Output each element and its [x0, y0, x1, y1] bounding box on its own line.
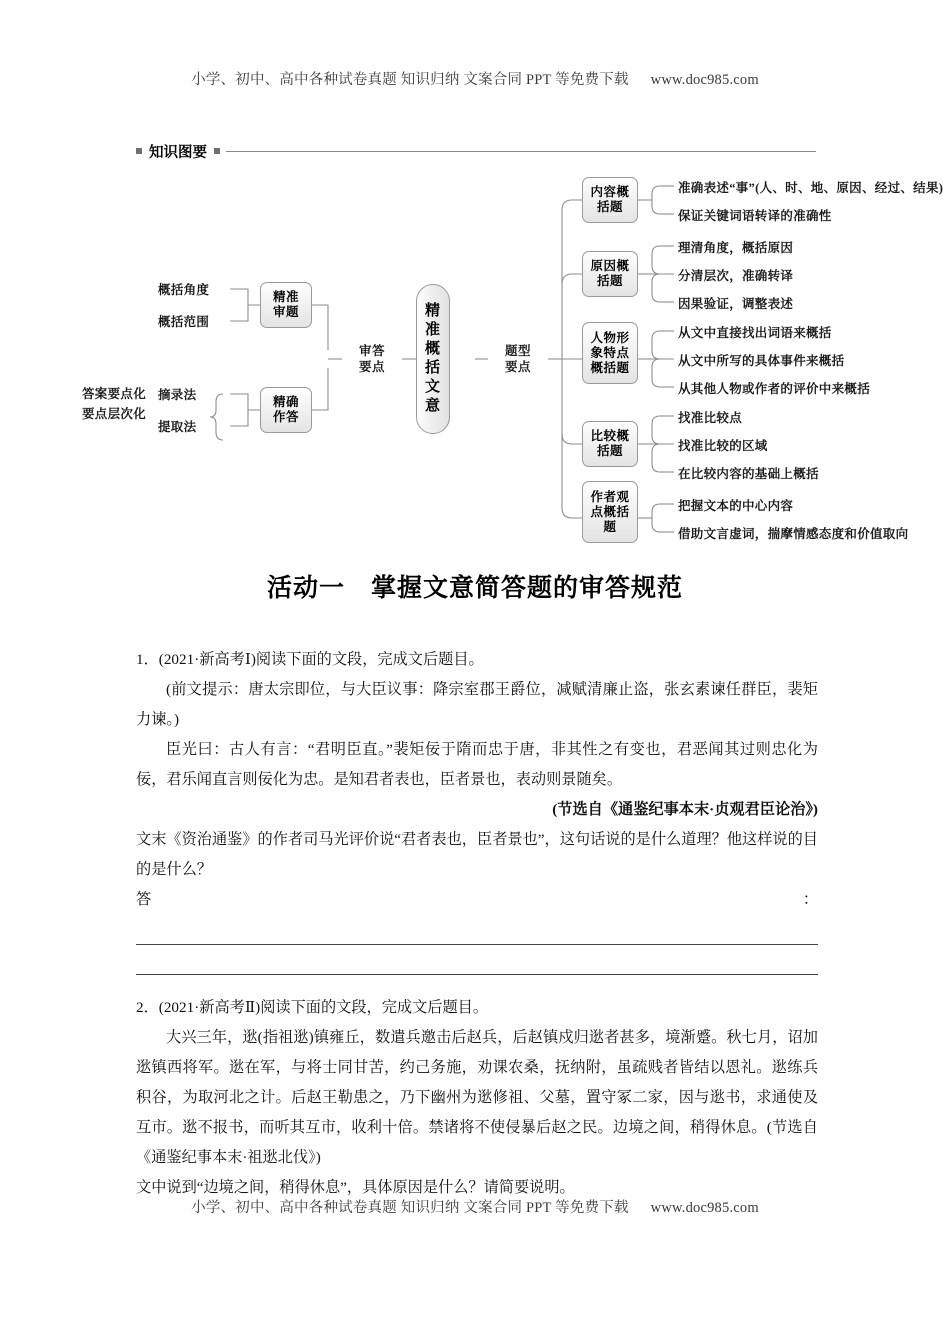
- mindmap-center-node: [416, 284, 450, 434]
- question-2-heading: [136, 993, 818, 1023]
- mindmap-leaf-renwu-2: 从文中所写的具体事件来概括: [678, 354, 845, 368]
- knowledge-mindmap: [82, 172, 944, 542]
- mindmap-leaf-gaikuo-jiaodu: 概括角度: [158, 283, 210, 297]
- header-watermark-text: 小学、初中、高中各种试卷真题 知识归纳 文案合同 PPT 等免费下载: [191, 72, 629, 88]
- footer-watermark-text: 小学、初中、高中各种试卷真题 知识归纳 文案合同 PPT 等免费下载: [191, 1200, 629, 1216]
- question-1-hint: (前文提示：唐太宗即位，与大臣议事：降宗室郡王爵位，减赋清廉止盗，张玄素谏任群臣，裴矩力谏。): [136, 681, 818, 728]
- question-1-ask: 文末《资治通鉴》的作者司马光评价说“君者表也，臣者景也”，这句话说的是什么道理？他这样说的目的是什么？: [136, 831, 818, 878]
- mindmap-node-renwu-xingxiang-gaikuo-label: 人物形象特点概括题: [590, 330, 630, 375]
- mindmap-leaf-tiqu-fa: 提取法: [158, 420, 197, 434]
- mindmap-node-zuozhe-guandian-gaikuo-label: 作者观点概括题: [590, 489, 630, 534]
- mindmap-edge-label-tixing-yaodian: [488, 343, 548, 375]
- mindmap-edge-label-left-text: 审答要点: [358, 344, 385, 374]
- mindmap-leaf-bijiao-3: 在比较内容的基础上概括: [678, 467, 819, 481]
- activity-heading: [0, 568, 950, 604]
- mindmap-node-neirong-gaikuo-label: 内容概括题: [590, 185, 630, 214]
- mindmap-node-yuanyin-gaikuo-label: 原因概括题: [590, 259, 630, 288]
- mindmap-node-jingque-zuoda-label: 精确作答: [273, 395, 300, 424]
- mindmap-node-bijiao-gaikuo: [582, 421, 638, 467]
- mindmap-leaf-yuanyin-3: 因果验证，调整表述: [678, 297, 794, 311]
- question-1-passage: 臣光曰：古人有言：“君明臣直。”裴矩佞于隋而忠于唐，非其性之有变也，君恶闻其过则忠化为佞，君乐闻直言则佞化为忠。是知君者表也，臣者景也，表动则景随矣。: [136, 741, 818, 788]
- mindmap-leaf-neirong-1: 准确表述“事”(人、时、地、原因、经过、结果): [678, 181, 944, 195]
- mindmap-edge-label-right-text: 题型要点: [504, 344, 531, 374]
- question-1-source: (2021·新高考Ⅰ)阅读下面的文段，完成文后题目。: [158, 651, 484, 668]
- square-bullet-icon: [136, 148, 142, 154]
- mindmap-label-point-layering: 要点层次化: [82, 407, 147, 421]
- section-title: 知识图要: [149, 144, 207, 161]
- mindmap-node-renwu-xingxiang-gaikuo: [582, 322, 638, 384]
- activity-title: 掌握文意简答题的审答规范: [371, 574, 684, 602]
- mindmap-label-answer-pointization: 答案要点化: [82, 387, 147, 401]
- exercise-content: [136, 645, 818, 1203]
- question-1-heading: [136, 645, 818, 675]
- mindmap-edge-label-shenda-yaodian: [342, 343, 402, 375]
- question-1-citation: (节选自《通鉴纪事本末·贞观君臣论治》): [552, 801, 818, 818]
- header-watermark-url: www.doc985.com: [650, 72, 759, 88]
- mindmap-leaf-zuozhe-1: 把握文本的中心内容: [678, 499, 794, 513]
- footer-watermark-url: www.doc985.com: [650, 1200, 759, 1216]
- mindmap-node-jingzhun-shenti: [260, 282, 312, 328]
- mindmap-node-zuozhe-guandian-gaikuo: [582, 481, 638, 543]
- mindmap-node-jingque-zuoda: [260, 387, 312, 433]
- question-1-number: 1．: [136, 651, 159, 668]
- mindmap-leaf-neirong-2: 保证关键词语转译的准确性: [678, 209, 832, 223]
- question-2-number: 2．: [136, 999, 159, 1016]
- mindmap-leaf-gaikuo-fanwei: 概括范围: [158, 315, 210, 329]
- mindmap-center-node-label: 精准概括文意: [424, 303, 441, 414]
- mindmap-leaf-yuanyin-2: 分清层次，准确转译: [678, 269, 794, 283]
- mindmap-leaf-zuozhe-2: 借助文言虚词，揣摩情感态度和价值取向: [678, 527, 909, 541]
- mindmap-node-neirong-gaikuo: [582, 177, 638, 223]
- question-1-answer-colon: ：: [802, 891, 818, 908]
- mindmap-leaf-yuanyin-1: 理清角度，概括原因: [678, 241, 794, 255]
- heading-rule: [226, 151, 816, 152]
- mindmap-leaf-renwu-3: 从其他人物或作者的评价中来概括: [678, 382, 871, 396]
- question-1-answer-label: 答: [136, 891, 152, 908]
- question-1-answer-row: [136, 885, 818, 915]
- question-2-source: (2021·新高考Ⅱ)阅读下面的文段，完成文后题目。: [158, 999, 489, 1016]
- activity-number: 活动一: [266, 574, 345, 602]
- section-heading: [136, 140, 816, 162]
- answer-write-line-1[interactable]: [136, 944, 818, 945]
- mindmap-leaf-bijiao-1: 找准比较点: [678, 411, 743, 425]
- question-2-passage: 大兴三年，逖(指祖逖)镇雍丘，数遣兵邀击后赵兵，后赵镇戍归逖者甚多，境渐蹙。秋七月，诏加逖镇西将军。逖在军，与将士同甘苦，约己务施，劝课农桑，抚纳附，虽疏贱者皆结以恩礼。逖练兵积谷，为取河北之计。后赵王勒患之，乃下幽州为逖修祖、父墓，置守冢二家，因与逖书，求通使及互市。逖不报书，而听其互市，收利十倍。禁诸将不使侵暴后赵之民。边境之间，稍得休息。(节选自《通鉴纪事本末·祖逖北伐》): [136, 1029, 818, 1166]
- question-2-ask: 文中说到“边境之间，稍得休息”，具体原因是什么？请简要说明。: [136, 1179, 575, 1196]
- mindmap-leaf-zhailu-fa: 摘录法: [158, 388, 197, 402]
- header-watermark: [0, 68, 950, 89]
- mindmap-leaf-bijiao-2: 找准比较的区域: [678, 439, 768, 453]
- mindmap-node-bijiao-gaikuo-label: 比较概括题: [590, 429, 630, 458]
- footer-watermark: [0, 1196, 950, 1217]
- mindmap-leaf-renwu-1: 从文中直接找出词语来概括: [678, 326, 832, 340]
- mindmap-node-yuanyin-gaikuo: [582, 251, 638, 297]
- square-bullet-icon-secondary: [214, 148, 220, 154]
- mindmap-node-jingzhun-shenti-label: 精准审题: [273, 290, 300, 319]
